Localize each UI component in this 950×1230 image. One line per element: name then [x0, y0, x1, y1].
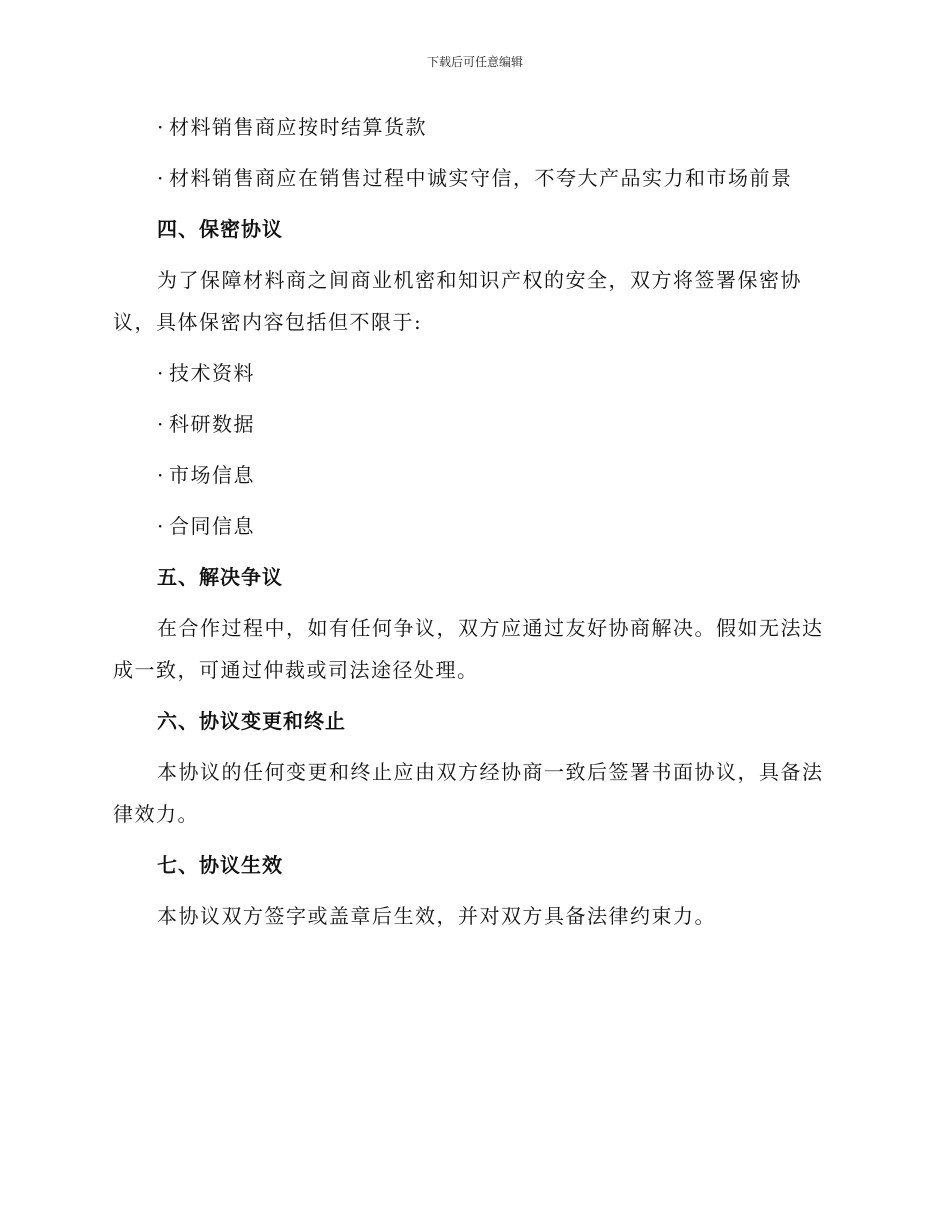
paragraph-line: 议，具体保密内容包括但不限于:	[113, 310, 423, 334]
bullet-text: 材料销售商应按时结算货款	[169, 115, 427, 139]
bullet-text: 市场信息	[169, 463, 255, 487]
section-heading-effect: 七、协议生效	[157, 853, 283, 877]
bullet-item	[113, 356, 833, 390]
paragraph-line: 本协议双方签字或盖章后生效，并对双方具备法律约束力。	[157, 904, 716, 928]
page-header: 下载后可任意编辑	[426, 55, 523, 69]
bullet-text: 技术资料	[169, 361, 255, 385]
bullet-dot: ·	[157, 361, 165, 385]
document-body	[113, 110, 833, 933]
bullet-item	[113, 110, 833, 144]
paragraph-line: 本协议的任何变更和终止应由双方经协商一致后签署书面协议，具备法	[157, 760, 824, 784]
paragraph-line: 成一致，可通过仲裁或司法途径处理。	[113, 658, 479, 682]
section-heading-amendment: 六、协议变更和终止	[157, 709, 346, 733]
bullet-dot: ·	[157, 166, 165, 190]
section-heading-dispute: 五、解决争议	[157, 565, 283, 589]
paragraph-line: 在合作过程中，如有任何争议，双方应通过友好协商解决。假如无法达	[157, 616, 824, 640]
bullet-dot: ·	[157, 115, 165, 139]
bullet-text: 合同信息	[169, 514, 255, 538]
bullet-item	[113, 161, 833, 195]
bullet-text: 材料销售商应在销售过程中诚实守信，不夸大产品实力和市场前景	[169, 166, 793, 190]
paragraph-line: 为了保障材料商之间商业机密和知识产权的安全，双方将签署保密协	[157, 268, 802, 292]
bullet-dot: ·	[157, 514, 165, 538]
bullet-item	[113, 458, 833, 492]
bullet-item	[113, 509, 833, 543]
bullet-item	[113, 407, 833, 441]
bullet-dot: ·	[157, 412, 165, 436]
paragraph-line: 律效力。	[113, 802, 199, 826]
bullet-dot: ·	[157, 463, 165, 487]
bullet-text: 科研数据	[169, 412, 255, 436]
section-heading-confidentiality: 四、保密协议	[157, 217, 283, 241]
